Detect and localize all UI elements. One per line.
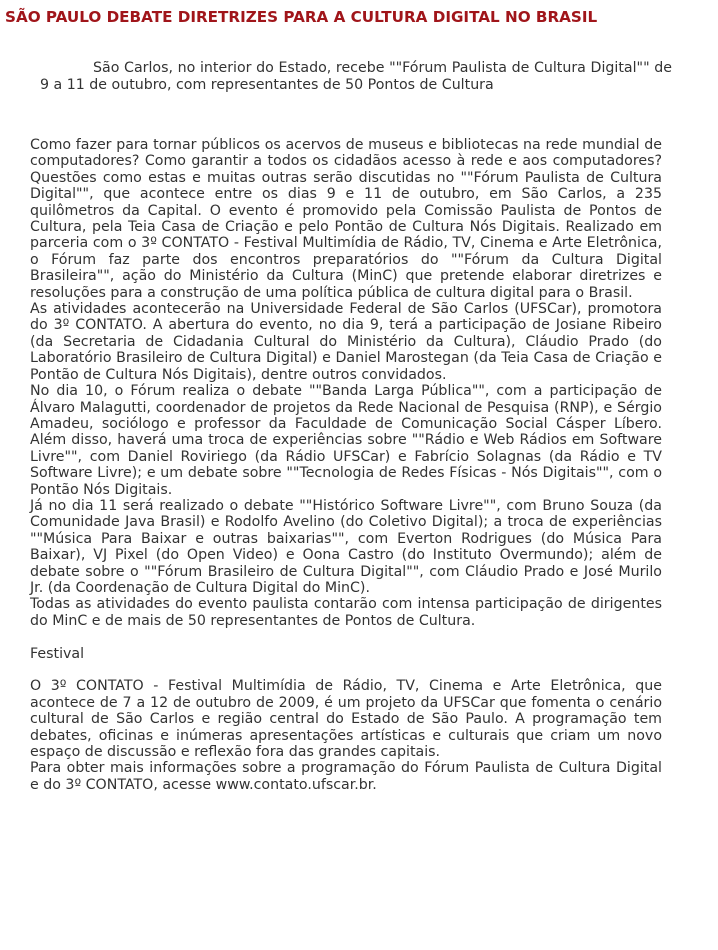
paragraph-opening: As atividades acontecerão na Universidade Federal de São Carlos (UFSCar), promotora do 3º CONTATO. A abertura do evento, no dia 9, terá a participação de Josiane Ribeiro (da Secretaria de Cidadania Cultural do Ministério da Cultura), Cláudio Prado (do Laboratório Brasileiro de Cultura Digital) e Daniel Marostegan (da Teia Casa de Criação e Pontão de Cultura Nós Digitais), dentre outros convidados. (30, 301, 662, 383)
spacer (30, 662, 662, 678)
article-title: SÃO PAULO DEBATE DIRETRIZES PARA A CULTURA DIGITAL NO BRASIL (5, 8, 598, 26)
paragraph-more-info: Para obter mais informações sobre a programação do Fórum Paulista de Cultura Digital e do 3º CONTATO, acesse www.contato.ufscar.br. (30, 760, 662, 793)
paragraph-intro: Como fazer para tornar públicos os acervos de museus e bibliotecas na rede mundial de computadores? Como garantir a todos os cidadãos acesso à rede e aos computadores? Questões como estas e muitas outras serão discutidas no ""Fórum Paulista de Cultura Digital"", que acontece entre os dias 9 e 11 de outubro, em São Carlos, a 235 quilômetros da Capital. O evento é promovido pela Comissão Paulista de Pontos de Cultura, pela Teia Casa de Criação e pelo Pontão de Cultura Nós Digitais. Realizado em parceria com o 3º CONTATO - Festival Multimídia de Rádio, TV, Cinema e Arte Eletrônica, o Fórum faz parte dos encontros preparatórios do ""Fórum da Cultura Digital Brasileira"", ação do Ministério da Cultura (MinC) que pretende elaborar diretrizes e resoluções para a construção de uma política pública de cultura digital para o Brasil. (30, 137, 662, 301)
spacer (30, 629, 662, 645)
article-subtitle: São Carlos, no interior do Estado, recebe ""Fórum Paulista de Cultura Digital"" de 9 a 11 de outubro, com representantes de 50 Pontos de Cultura (40, 60, 672, 93)
paragraph-day-10: No dia 10, o Fórum realiza o debate ""Banda Larga Pública"", com a participação de Álvaro Malagutti, coordenador de projetos da Rede Nacional de Pesquisa (RNP), e Sérgio Amadeu, sociólogo e professor da Faculdade de Comunicação Social Cásper Líbero. Além disso, haverá uma troca de experiências sobre ""Rádio e Web Rádios em Software Livre"", com Daniel Roviriego (da Rádio UFSCar) e Fabrício Solagnas (da Rádio e TV Software Livre); e um debate sobre ""Tecnologia de Redes Físicas - Nós Digitais"", com o Pontão Nós Digitais. (30, 383, 662, 498)
paragraph-day-11: Já no dia 11 será realizado o debate ""Histórico Software Livre"", com Bruno Souza (da Comunidade Java Brasil) e Rodolfo Avelino (do Coletivo Digital); a troca de experiências ""Música Para Baixar e outras baixarias"", com Everton Rodrigues (do Música Para Baixar), VJ Pixel (do Open Video) e Oona Castro (do Instituto Overmundo); além de debate sobre o ""Fórum Brasileiro de Cultura Digital"", com Cláudio Prado e José Murilo Jr. (da Coordenação de Cultura Digital do MinC). (30, 497, 662, 596)
paragraph-festival: O 3º CONTATO - Festival Multimídia de Rádio, TV, Cinema e Arte Eletrônica, que acontece de 7 a 12 de outubro de 2009, é um projeto da UFSCar que fomenta o cenário cultural de São Carlos e região central do Estado de São Paulo. A programação tem debates, oficinas e inúmeras apresentações artísticas e culturais que criam um novo espaço de discussão e reflexão fora das grandes capitais. (30, 678, 662, 760)
paragraph-participation: Todas as atividades do evento paulista contarão com intensa participação de dirigentes do MinC e de mais de 50 representantes de Pontos de Cultura. (30, 596, 662, 629)
festival-heading: Festival (30, 645, 85, 662)
article-body (30, 137, 662, 793)
